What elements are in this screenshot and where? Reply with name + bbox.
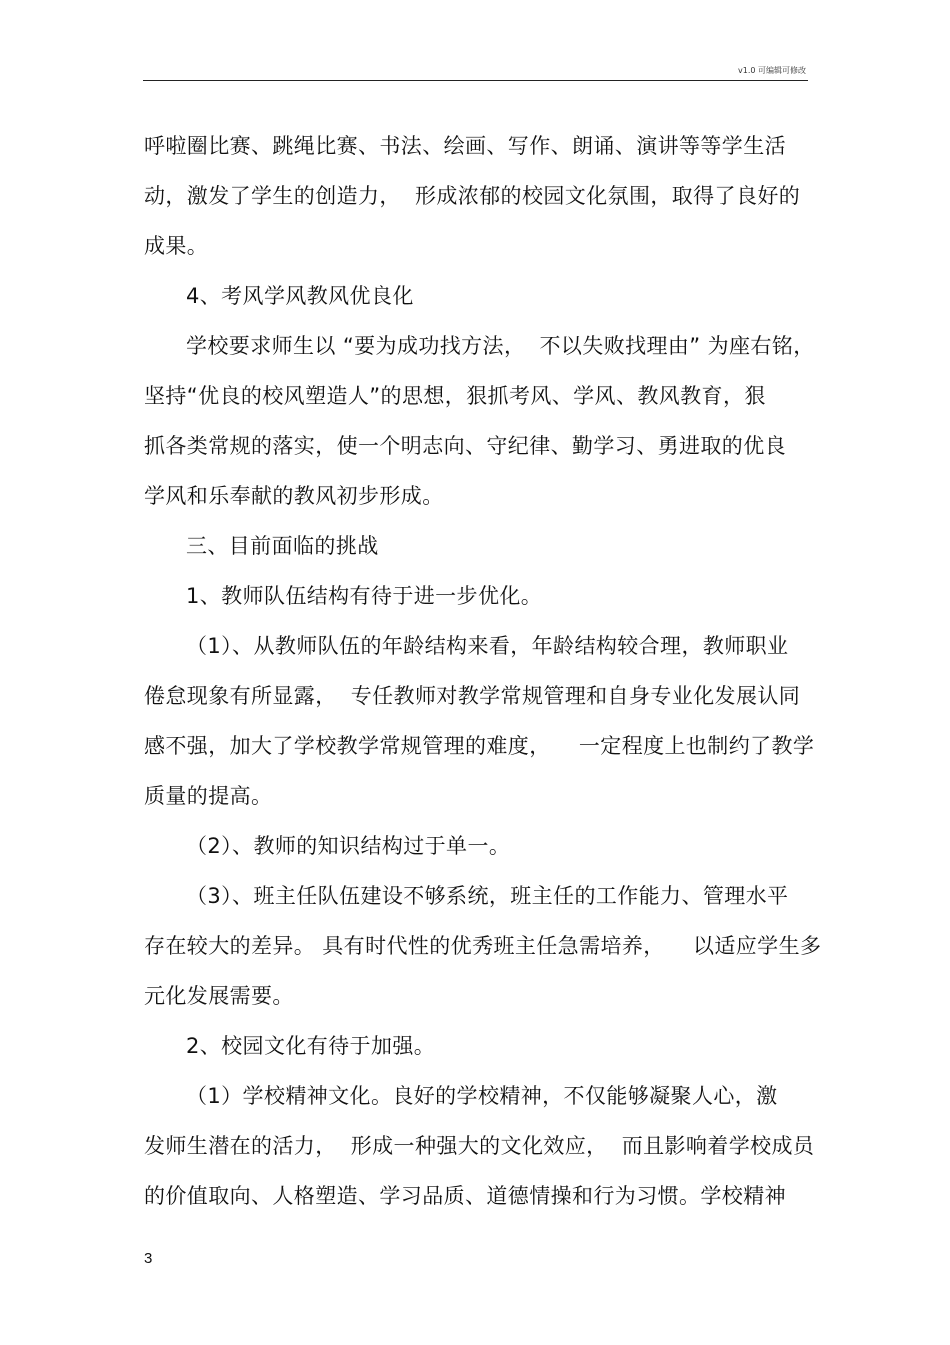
body-line: 学风和乐奉献的教风初步形成。 [144, 484, 444, 508]
body-line: （3）、班主任队伍建设不够系统，班主任的工作能力、管理水平 [186, 884, 789, 908]
body-line: 质量的提高。 [144, 784, 273, 808]
body-line: 存在较大的差异。 具有时代性的优秀班主任急需培养， 以适应学生多 [144, 934, 822, 958]
body-line: （2）、教师的知识结构过于单一。 [186, 834, 511, 858]
body-line: 成果。 [144, 234, 209, 258]
body-line: 坚持“优良的校风塑造人”的思想，狠抓考风、学风、教风教育，狠 [144, 384, 766, 408]
body-line: 的价值取向、人格塑造、学习品质、道德情操和行为习惯。学校精神 [144, 1184, 786, 1208]
body-line: 元化发展需要。 [144, 984, 294, 1008]
section-heading: 2、校园文化有待于加强。 [186, 1034, 436, 1058]
section-heading: 1、教师队伍结构有待于进一步优化。 [186, 584, 543, 608]
body-line: 感不强，加大了学校教学常规管理的难度， 一定程度上也制约了教学 [144, 734, 815, 758]
page-number: 3 [144, 1250, 153, 1267]
header-divider [143, 80, 808, 81]
header-version-note: v1.0 可编辑可修改 [738, 66, 806, 75]
document-body [144, 121, 824, 1221]
body-line: 抓各类常规的落实，使一个明志向、守纪律、勤学习、勇进取的优良 [144, 434, 786, 458]
body-line: 倦怠现象有所显露， 专任教师对教学常规管理和自身专业化发展认同 [144, 684, 801, 708]
body-line: （1）学校精神文化。良好的学校精神，不仅能够凝聚人心，激 [186, 1084, 778, 1108]
body-line: 动，激发了学生的创造力， 形成浓郁的校园文化氛围，取得了良好的 [144, 184, 801, 208]
section-heading: 4、考风学风教风优良化 [186, 284, 414, 308]
body-line: 学校要求师生以 “要为成功找方法， 不以失败找理由” 为座右铭， [186, 334, 815, 358]
body-line: 发师生潜在的活力， 形成一种强大的文化效应， 而且影响着学校成员 [144, 1134, 815, 1158]
section-heading: 三、目前面临的挑战 [186, 534, 379, 558]
body-line: 呼啦圈比赛、跳绳比赛、书法、绘画、写作、朗诵、演讲等等学生活 [144, 134, 786, 158]
body-line: （1）、从教师队伍的年龄结构来看，年龄结构较合理，教师职业 [186, 634, 789, 658]
